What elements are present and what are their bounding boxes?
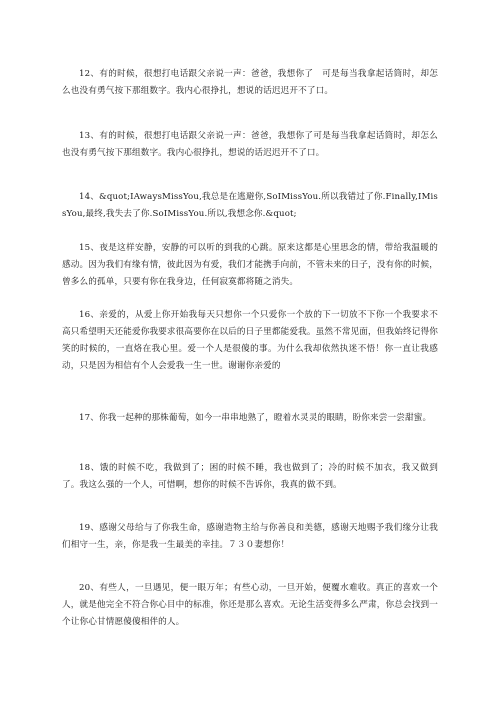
paragraph-14: 14、&quot;IAwaysMissYou,我总是在逃避你,SoIMissYou.所以我错过了你.Finally,IMissYou,最终,我失去了你.SoIMissYou.所以,我想念你.&quot; [62,192,438,219]
paragraph-20: 20、有些人，一旦遇见，便一眼万年；有些心动，一旦开始，便覆水难收。真正的喜欢一个人，就是他完全不符合你心目中的标准，你还是那么喜欢。无论生活变得多么严肃，你总会找到一个让你心甘情愿傻傻相伴的人。 [62,583,438,627]
paragraph-19: 19、感谢父母给与了你我生命，感谢造物主给与你善良和美德，感谢天地赐予我们缘分让我们相守一生，亲，你是我一生最美的幸挂。７３０妻想你！ [62,523,438,550]
paragraph-16: 16、亲爱的，从爱上你开始我每天只想你一个只爱你一个放的下一切放不下你一个我要求不高只希望明天还能爱你我要求很高要你在以后的日子里都能爱我。虽然不常见面，但我始终记得你笑的时候的，一直烙在我心里。爱一个人是很傻的事。为什么我却依然执迷不悟！你一直让我感动，只是因为相信有个人会爱我一生一世。谢谢你亲爱的 [62,310,438,371]
paragraph-15: 15、夜是这样安静，安静的可以听的到我的心跳。原来这都是心里思念的情，带给我温暖的感动。因为我们有缘有情，彼此因为有爱，我们才能携手向前，不管未来的日子，没有你的时候，曾多么的孤单，只要有你在我身边，任何寂寞都将随之消失。 [62,243,438,287]
paragraph-18: 18、饿的时候不吃，我做到了；困的时候不睡，我也做到了；冷的时候不加衣，我又做到了。我这么强的一个人，可惜啊，想你的时候不告诉你，我真的做不到。 [62,463,438,490]
paragraph-13: 13、有的时候，很想打电话跟父亲说一声：爸爸，我想你了可是每当我拿起话筒时，却怎么也没有勇气按下那组数字。我内心很挣扎，想说的话迟迟开不了口。 [62,131,438,158]
paragraph-12: 12、有的时候，很想打电话跟父亲说一声：爸爸，我想你了 可是每当我拿起话筒时，却怎么也没有勇气按下那组数字。我内心很挣扎，想说的话迟迟开不了口。 [62,69,438,96]
paragraph-17: 17、你我一起种的那株葡萄，如今一串串地熟了，瞪着水灵灵的眼睛，盼你来尝一尝甜蜜。 [79,413,432,423]
